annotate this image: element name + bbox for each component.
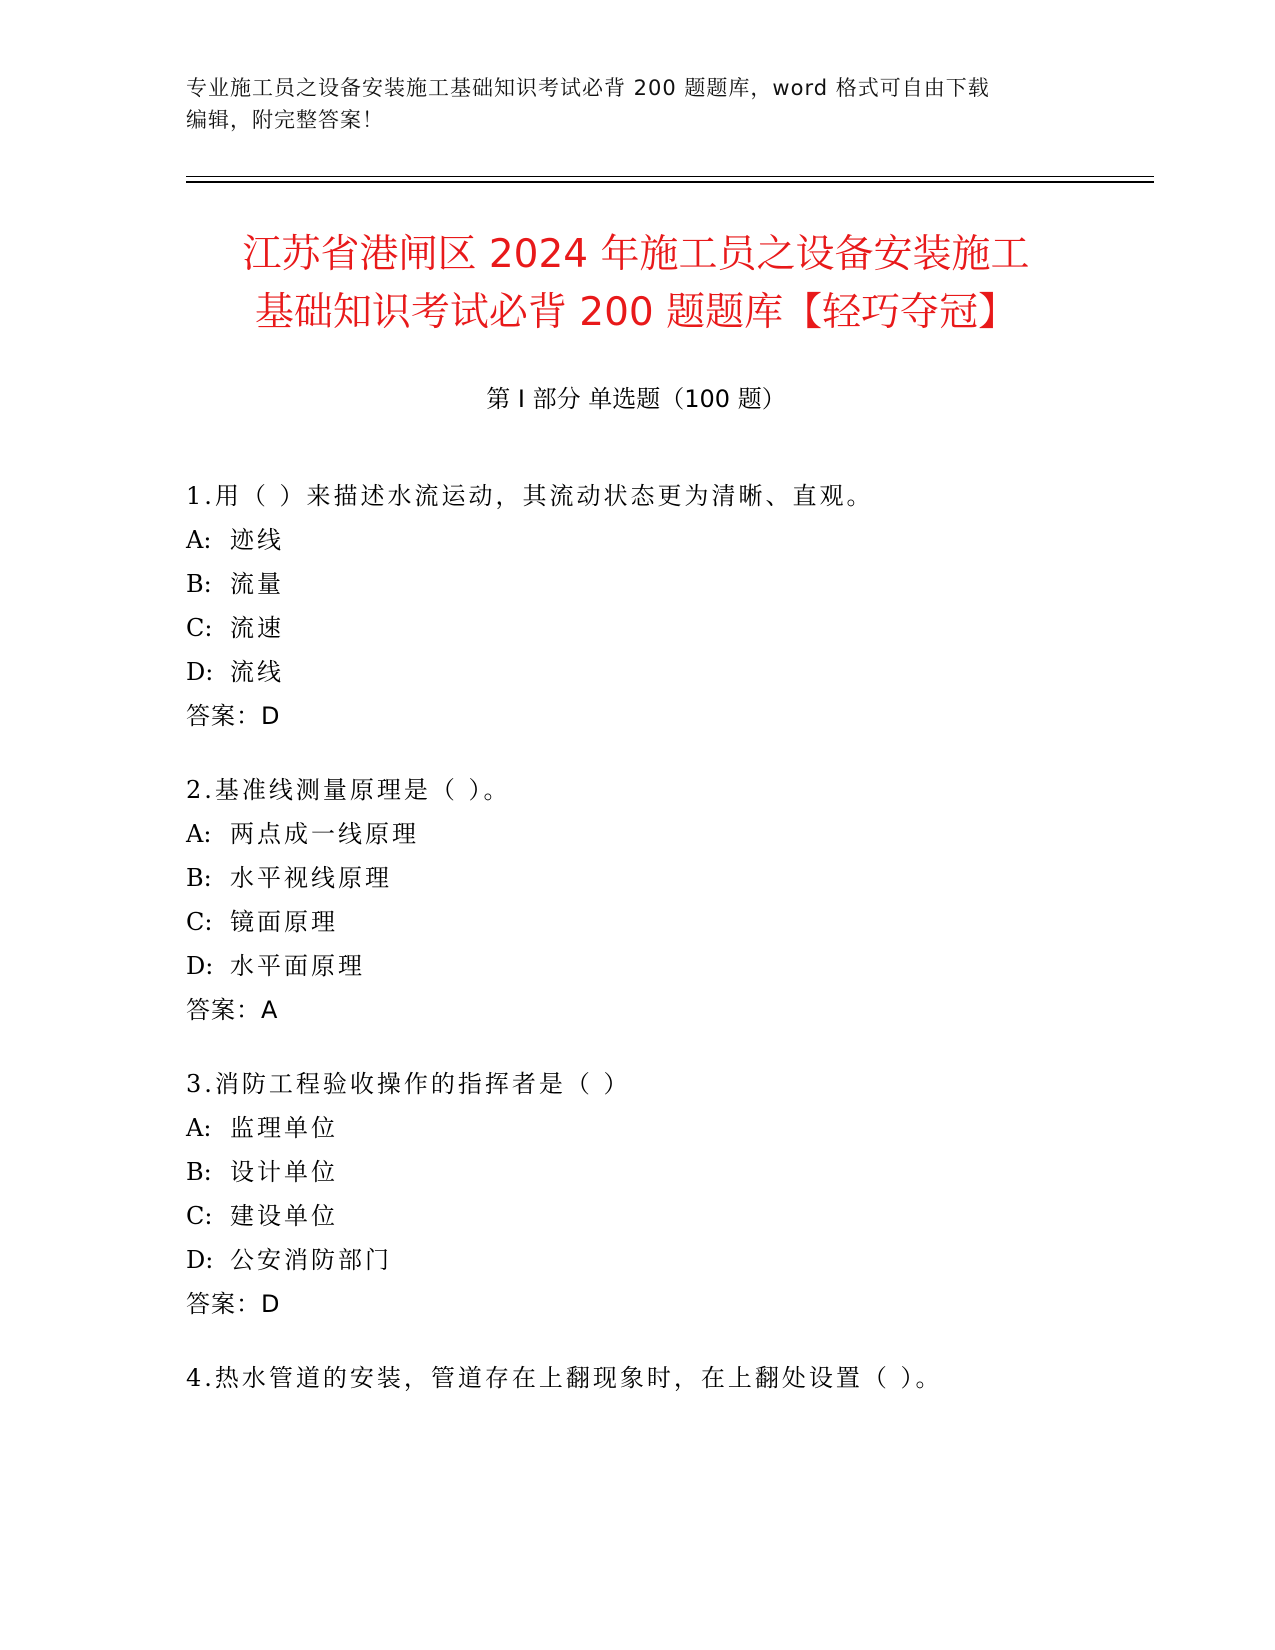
option-text: 建设单位	[230, 1202, 338, 1230]
question-stem: 3.消防工程验收操作的指挥者是（ ）	[186, 1070, 631, 1098]
header-note-line1: 专业施工员之设备安装施工基础知识考试必背 200 题题库，word 格式可自由下载	[186, 76, 990, 100]
option-b	[186, 562, 1146, 606]
option-d	[186, 1238, 1146, 1282]
question-3	[186, 1062, 1146, 1326]
option-key: B:	[186, 864, 212, 892]
header-note	[186, 72, 1086, 136]
option-a	[186, 518, 1146, 562]
option-c	[186, 606, 1146, 650]
option-d	[186, 650, 1146, 694]
document-title-line2: 基础知识考试必背 200 题题库【轻巧夺冠】	[254, 290, 1018, 335]
option-text: 水平面原理	[230, 952, 365, 980]
option-text: 两点成一线原理	[230, 820, 419, 848]
option-c	[186, 900, 1146, 944]
question-list	[186, 474, 1146, 1430]
option-text: 流量	[230, 570, 284, 598]
option-key: C:	[186, 614, 213, 642]
option-key: A:	[186, 820, 212, 848]
question-2	[186, 768, 1146, 1032]
option-a	[186, 812, 1146, 856]
question-stem: 2.基准线测量原理是（ ）。	[186, 776, 511, 804]
option-key: B:	[186, 1158, 212, 1186]
option-text: 迹线	[230, 526, 284, 554]
option-key: D:	[186, 1246, 214, 1274]
option-text: 设计单位	[230, 1158, 338, 1186]
option-key: D:	[186, 658, 214, 686]
question-4	[186, 1356, 1146, 1400]
option-d	[186, 944, 1146, 988]
option-key: A:	[186, 1114, 212, 1142]
option-text: 监理单位	[230, 1114, 338, 1142]
header-note-line2: 编辑，附完整答案！	[186, 108, 384, 132]
header-divider-thin	[186, 176, 1154, 177]
option-b	[186, 1150, 1146, 1194]
document-title	[186, 226, 1086, 342]
header-divider-thick	[186, 181, 1154, 183]
answer: 答案：D	[186, 702, 281, 730]
option-text: 公安消防部门	[230, 1246, 392, 1274]
option-a	[186, 1106, 1146, 1150]
question-1	[186, 474, 1146, 738]
option-key: B:	[186, 570, 212, 598]
question-stem: 1.用（ ）来描述水流运动，其流动状态更为清晰、直观。	[186, 482, 874, 510]
option-key: C:	[186, 908, 213, 936]
option-c	[186, 1194, 1146, 1238]
section-title: 第 I 部分 单选题（100 题）	[486, 385, 786, 413]
option-key: D:	[186, 952, 214, 980]
option-key: C:	[186, 1202, 213, 1230]
question-stem: 4.热水管道的安装，管道存在上翻现象时，在上翻处设置（ ）。	[186, 1364, 943, 1392]
document-title-line1: 江苏省港闸区 2024 年施工员之设备安装施工	[242, 232, 1030, 277]
option-key: A:	[186, 526, 212, 554]
answer: 答案：D	[186, 1290, 281, 1318]
answer: 答案：A	[186, 996, 279, 1024]
option-b	[186, 856, 1146, 900]
option-text: 镜面原理	[230, 908, 338, 936]
option-text: 水平视线原理	[230, 864, 392, 892]
option-text: 流速	[230, 614, 284, 642]
option-text: 流线	[230, 658, 284, 686]
